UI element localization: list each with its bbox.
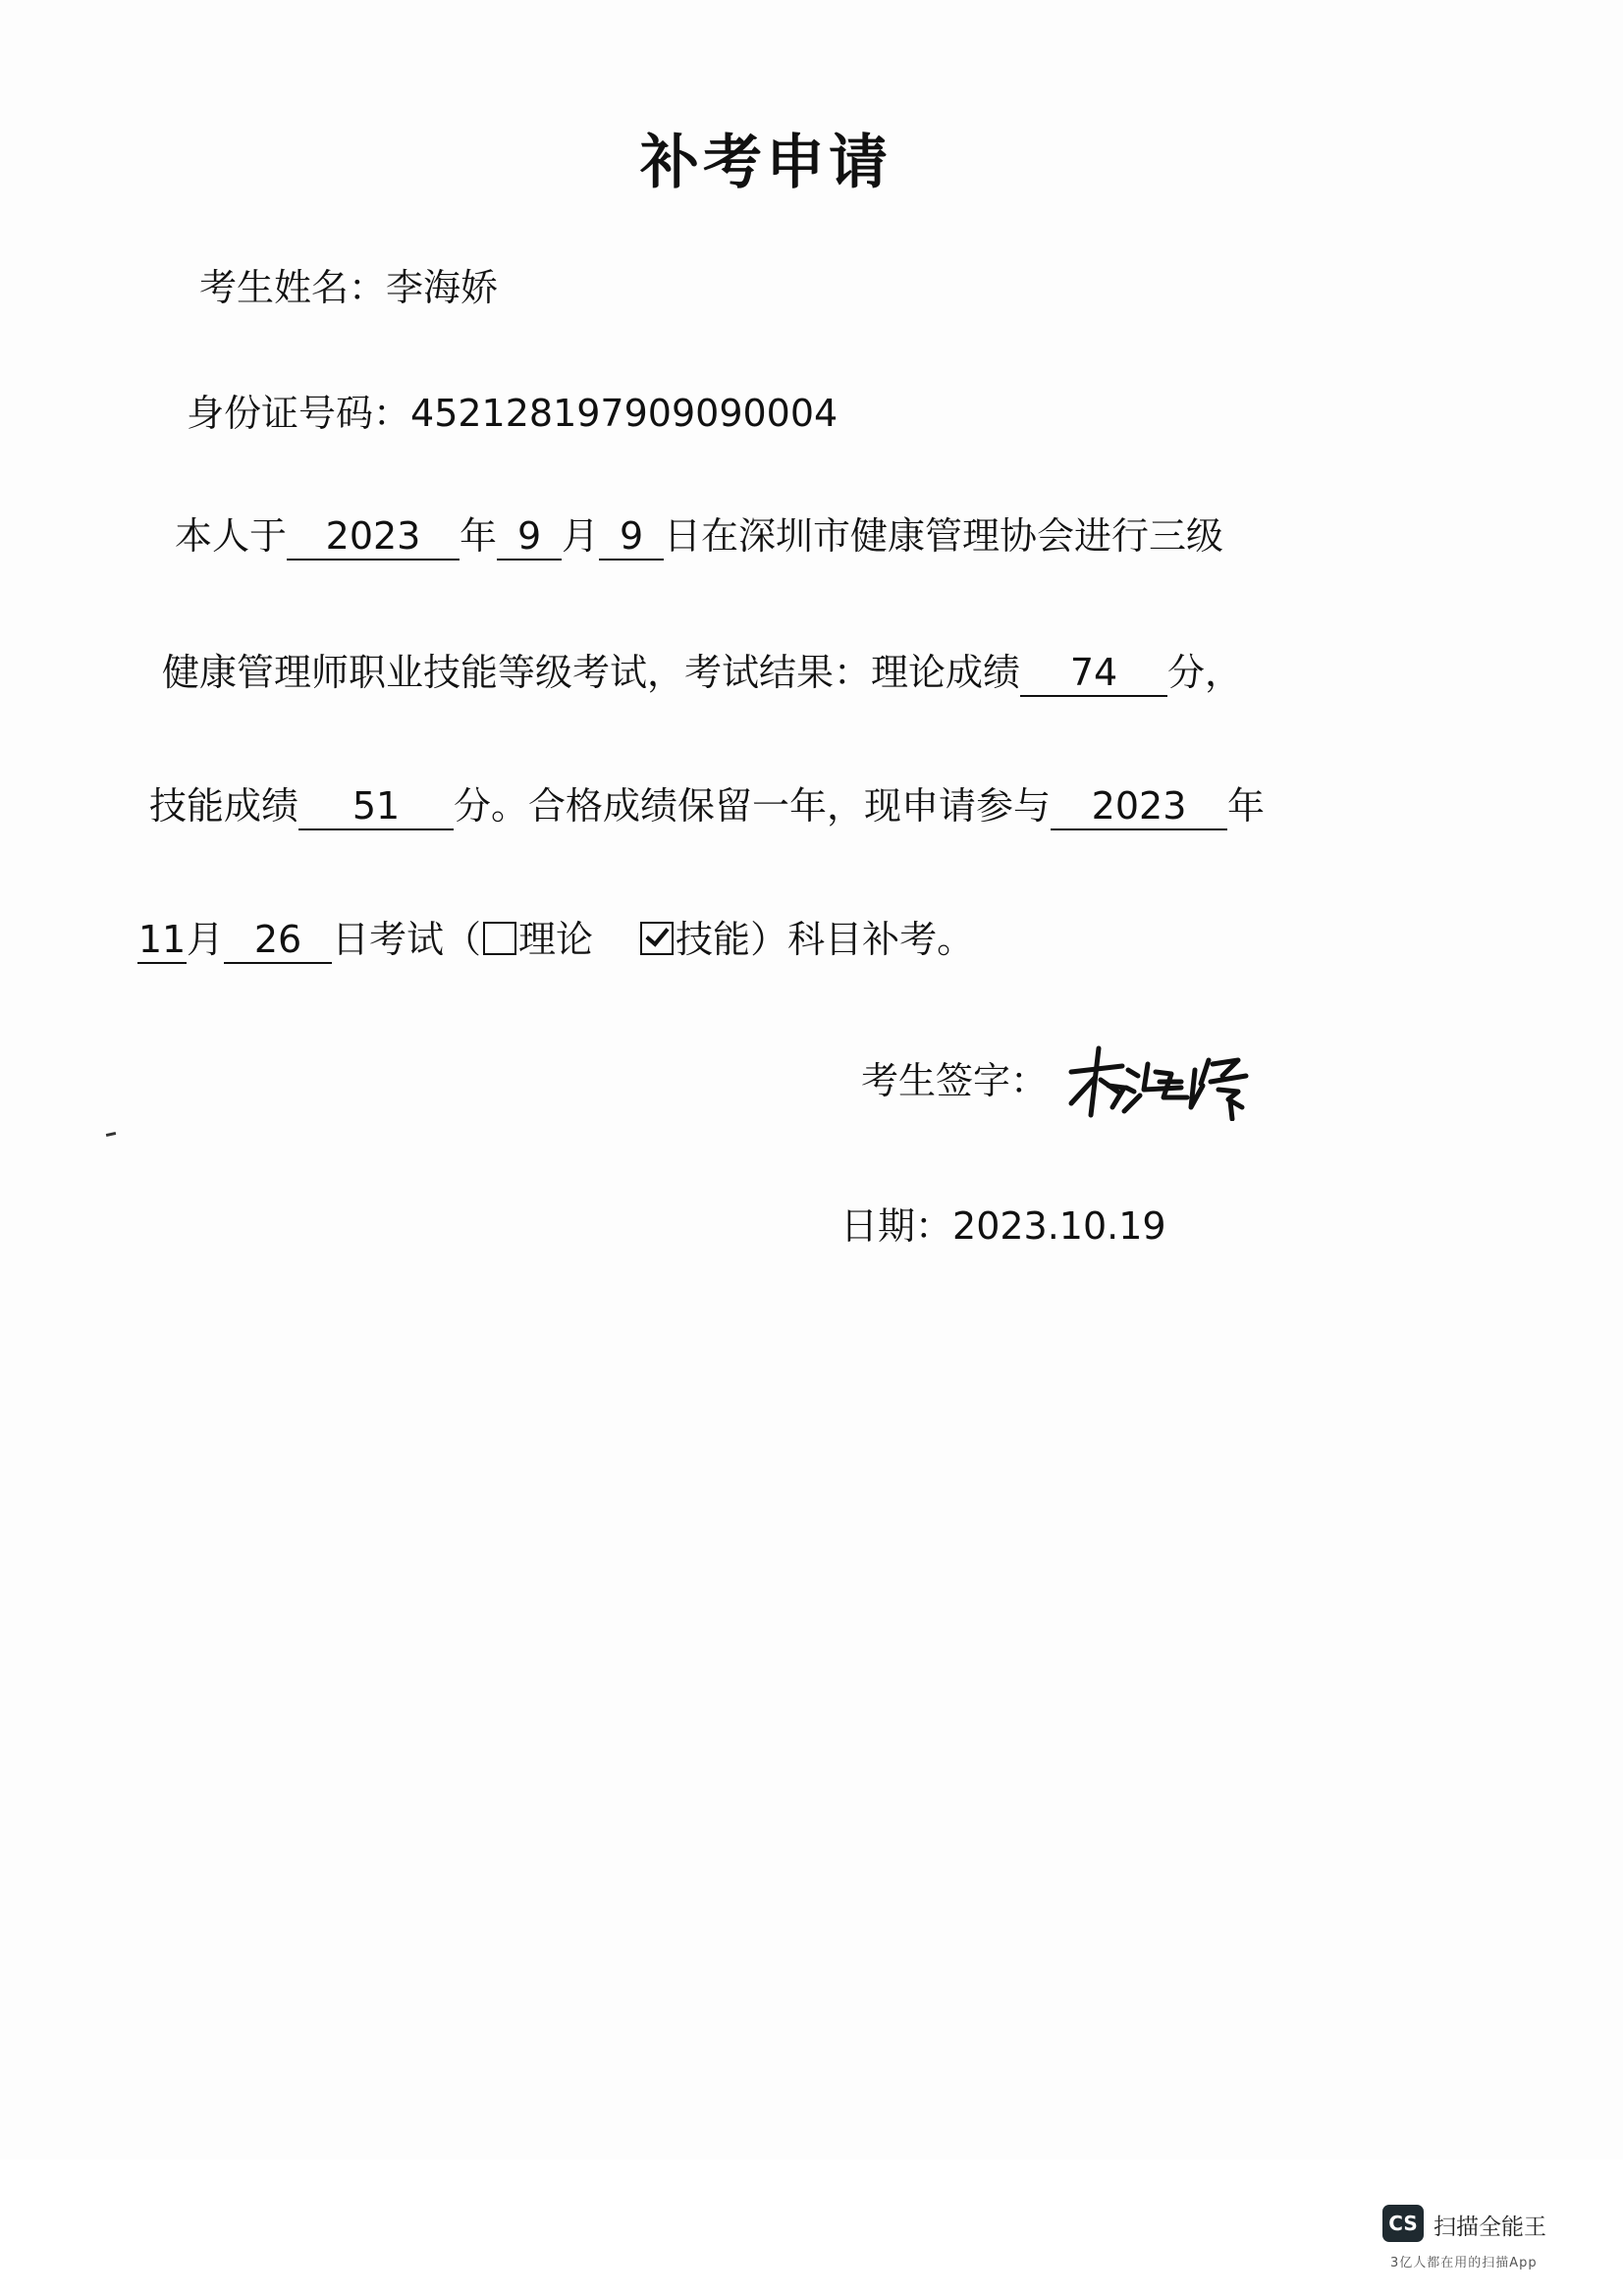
paragraph-line-2 <box>162 642 1242 697</box>
text-fragment: 月 <box>562 514 600 558</box>
id-label: 身份证号码： <box>187 392 411 435</box>
watermark-slogan: 3亿人都在用的扫描App <box>1390 2256 1538 2270</box>
date-label: 日期： <box>840 1204 953 1248</box>
text-fragment: 年 <box>1227 784 1266 828</box>
watermark-app-name: 扫描全能王 <box>1434 2215 1546 2240</box>
id-line <box>187 383 838 437</box>
handwritten-signature <box>1065 1042 1271 1121</box>
paragraph-line-3 <box>149 775 1265 830</box>
text-fragment: 分。合格成绩保留一年，现申请参与 <box>454 784 1052 828</box>
id-value: 452128197909090004 <box>410 392 839 435</box>
theory-checkbox[interactable] <box>483 922 516 955</box>
name-value: 李海娇 <box>386 266 499 309</box>
name-label: 考生姓名： <box>199 266 387 309</box>
text-fragment: 月 <box>187 918 225 961</box>
text-fragment: 分， <box>1167 651 1243 694</box>
theory-score: 74 <box>1020 652 1167 697</box>
date-line <box>840 1196 1166 1250</box>
exam-year: 2023 <box>287 515 460 561</box>
skill-checkbox[interactable] <box>640 922 674 955</box>
paragraph-line-4 <box>137 909 974 964</box>
retake-day: 26 <box>224 919 332 964</box>
name-line <box>199 257 498 311</box>
text-fragment: 日在深圳市健康管理协会进行三级 <box>664 514 1224 558</box>
text-fragment: 技能成绩 <box>149 784 299 828</box>
signature-label: 考生签字： <box>861 1059 1049 1102</box>
text-fragment: 健康管理师职业技能等级考试，考试结果：理论成绩 <box>162 651 1021 694</box>
document-title: 补考申请 <box>640 129 892 197</box>
skill-score: 51 <box>298 785 454 830</box>
exam-month: 9 <box>497 515 562 561</box>
retake-year: 2023 <box>1051 785 1227 830</box>
check-mark-icon <box>645 922 669 946</box>
text-fragment: ）科目补考。 <box>750 918 975 961</box>
signature-line <box>861 1050 1048 1104</box>
text-fragment: 年 <box>460 514 498 558</box>
camscanner-logo-icon: CS <box>1382 2205 1424 2242</box>
paragraph-line-1 <box>175 506 1223 561</box>
scan-speck <box>106 1132 116 1137</box>
text-fragment: 本人于 <box>175 514 288 558</box>
date-value: 2023.10.19 <box>952 1204 1166 1248</box>
exam-day: 9 <box>599 515 664 561</box>
retake-month: 11 <box>137 919 187 964</box>
theory-option-label: 理论 <box>518 918 594 961</box>
scanner-watermark <box>1382 2205 1589 2275</box>
skill-option-label: 技能 <box>676 918 751 961</box>
text-fragment: 日考试（ <box>332 918 482 961</box>
